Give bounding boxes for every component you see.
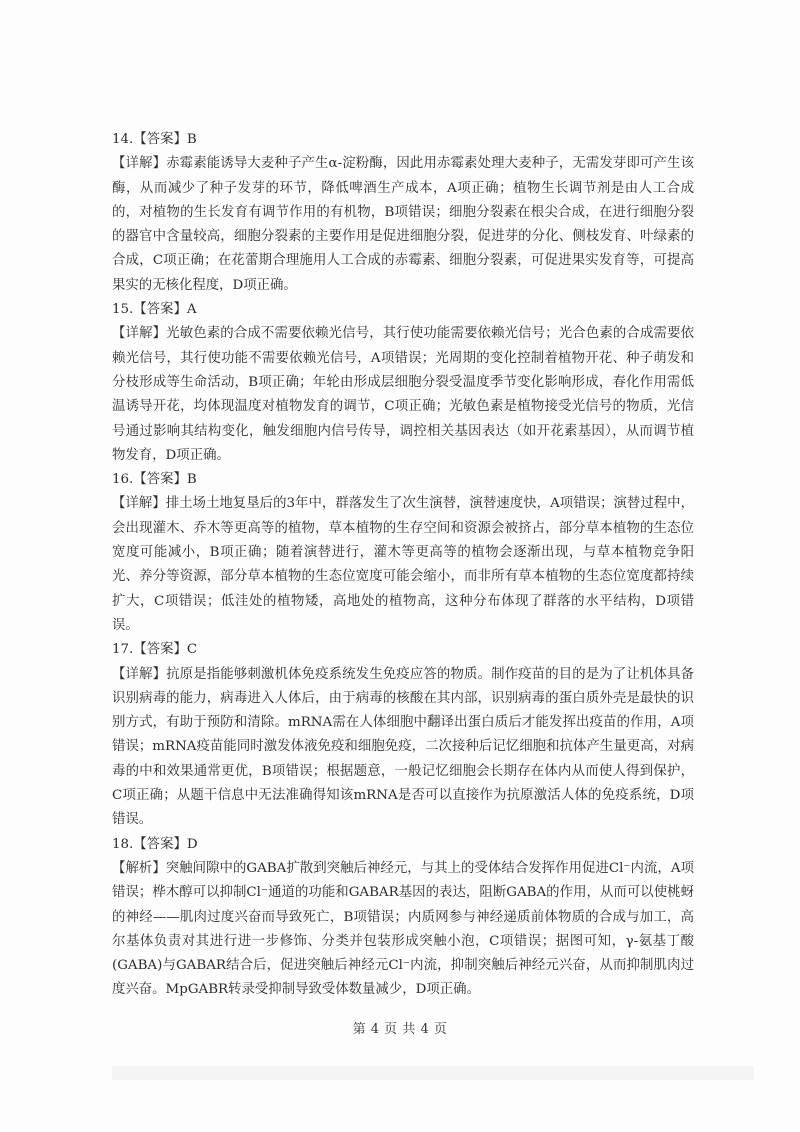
question-15 [112,298,694,468]
detail-16: 【详解】排土场土地复垦后的3年中，群落发生了次生演替，演替速度快，A项错误；演替过程中，会出现灌木、乔木等更高等的植物，草本植物的生存空间和资源会被挤占，部分草本植物的生态位宽度可能减小，B项正确；随着演替进行，灌木等更高等的植物会逐渐出现，与草本植物竞争阳光、养分等资源，部分草本植物的生态位宽度可能会缩小，而非所有草本植物的生态位宽度都持续扩大，C项错误；低洼处的植物矮，高地处的植物高，这种分布体现了群落的水平结构，D项错误。 [112,496,694,633]
question-14 [112,128,694,298]
answer-line-15: 15.【答案】A [112,302,197,318]
question-16 [112,468,694,638]
answer-line-17: 17.【答案】C [112,642,198,658]
page-number: 第 4 页 共 4 页 [352,1022,448,1037]
question-17 [112,638,694,832]
answer-content [112,128,694,1003]
detail-14: 【详解】赤霉素能诱导大麦种子产生α-淀粉酶，因此用赤霉素处理大麦种子，无需发芽即可产生该酶，从而减少了种子发芽的环节，降低啤酒生产成本，A项正确；植物生长调节剂是由人工合成的，对植物的生长发育有调节作用的有机物，B项错误；细胞分裂素在根尖合成，在进行细胞分裂的器官中含量较高，细胞分裂素的主要作用是促进细胞分裂，促进芽的分化、侧枝发育、叶绿素的合成，C项正确；在花蕾期合理施用人工合成的赤霉素、细胞分裂素，可促进果实发育等，可提高果实的无核化程度，D项正确。 [112,156,694,293]
answer-line-18: 18.【答案】D [112,836,198,852]
answer-line-16: 16.【答案】B [112,472,197,488]
detail-18: 【解析】突触间隙中的GABA扩散到突触后神经元，与其上的受体结合发挥作用促进Cl⁻内流，A项错误；桦木醇可以抑制Cl⁻通道的功能和GABAR基因的表达，阻断GABA的作用，从而可以使桃蚜的神经——肌肉过度兴奋而导致死亡，B项错误；内质网参与神经递质前体物质的合成与加工，高尔基体负责对其进行进一步修饰、分类并包装形成突触小泡，C项错误；据图可知，γ-氨基丁酸(GABA)与GABAR结合后，促进突触后神经元Cl⁻内流，抑制突触后神经元兴奋，从而抑制肌肉过度兴奋。MpGABR转录受抑制导致受体数量减少，D项正确。 [112,860,694,998]
answer-line-14: 14.【答案】B [112,132,197,147]
detail-15: 【详解】光敏色素的合成不需要依赖光信号，其行使功能需要依赖光信号；光合色素的合成需要依赖光信号，其行使功能不需要依赖光信号，A项错误；光周期的变化控制着植物开花、种子萌发和分枝形成等生命活动，B项正确；年轮由形成层细胞分裂受温度季节变化影响形成，春化作用需低温诱导开花，均体现温度对植物发育的调节，C项正确；光敏色素是植物接受光信号的物质，光信号通过影响其结构变化，触发细胞内信号传导，调控相关基因表达（如开花素基因），从而调节植物发育，D项正确。 [112,326,694,463]
scan-edge-strip [112,1066,754,1080]
question-18 [112,833,694,1003]
detail-17: 【详解】抗原是指能够刺激机体免疫系统发生免疫应答的物质。制作疫苗的目的是为了让机体具备识别病毒的能力，病毒进入人体后，由于病毒的核酸在其内部，识别病毒的蛋白质外壳是最快的识别方式，有助于预防和清除。mRNA需在人体细胞中翻译出蛋白质后才能发挥出疫苗的作用，A项错误；mRNA疫苗能同时激发体液免疫和细胞免疫，二次接种后记忆细胞和抗体产生量更高，对病毒的中和效果通常更优，B项错误；根据题意，一般记忆细胞会长期存在体内从而使人得到保护，C项正确；从题干信息中无法准确得知该mRNA是否可以直接作为抗原激活人体的免疫系统，D项错误。 [112,666,694,828]
